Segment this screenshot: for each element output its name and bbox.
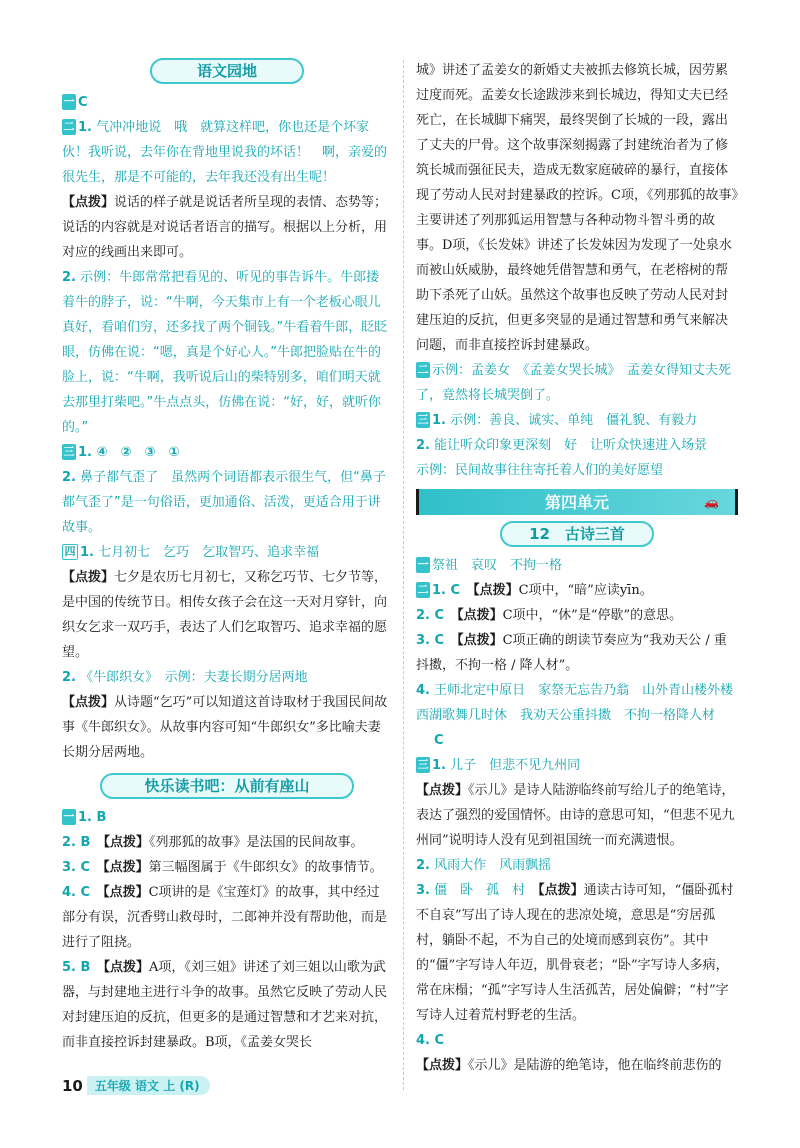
answer-r-er	[416, 358, 738, 408]
answer-r-san-2	[416, 433, 738, 458]
answer-s-2	[416, 853, 738, 878]
hint-s-1	[416, 778, 738, 853]
answer-num: 2.	[62, 670, 76, 685]
answer-num: 2. B	[62, 835, 91, 850]
answer-text: 气冲冲地说 哦 就算这样吧，你也还是个坏家伙！我听说，去年你在背地里说我的坏话！ 啊，亲爱的很先生，那是不可能的，去年我还没有出生呢！	[62, 120, 388, 185]
answer-num: 3. C	[416, 633, 445, 648]
answer-num: 2.	[62, 270, 76, 285]
answer-text: 1. ④ ② ③ ①	[78, 445, 180, 460]
answer-san-2	[62, 465, 392, 540]
answer-yi	[62, 90, 392, 115]
hint-text: C项正确的朗读节奏应为“我劝天公 / 重抖擞，不拘一格 / 降人材”。	[416, 633, 727, 673]
answer-r-san-2b	[416, 458, 738, 483]
answer-text: 4. C	[416, 1033, 445, 1048]
answer-l-yi	[416, 553, 738, 578]
answer-num: 2. C	[416, 608, 445, 623]
page-footer	[62, 1076, 210, 1095]
answer-s-1	[416, 753, 738, 778]
answer-san-1	[62, 440, 392, 465]
answer-text: 《牛郎织女》	[80, 670, 165, 685]
answer-num: 4.	[416, 683, 430, 698]
left-column	[62, 58, 392, 1055]
answer-num: 2.	[62, 470, 76, 485]
answer-num: 1.	[432, 413, 446, 428]
answer-k-5	[62, 955, 392, 1055]
answer-num: 2.	[416, 858, 430, 873]
hint-text: 《示儿》是陆游的绝笔诗，他在临终前悲伤的	[468, 1058, 722, 1073]
section-badge: 三	[417, 413, 429, 426]
answer-r-san-1	[416, 408, 738, 433]
answer-num: 1.	[432, 758, 446, 773]
right-column	[416, 58, 747, 1078]
car-icon: 🚗	[704, 494, 719, 509]
answer-text: 风雨大作 风雨飘摇	[434, 858, 552, 873]
answer-text: 祭祖 哀叹 不拘一格	[432, 558, 563, 573]
answer-s-4	[416, 1028, 738, 1053]
answer-text: 七月初七 乞巧 乞取智巧、追求幸福	[98, 545, 320, 560]
section-title-yuwen: 语文园地	[150, 58, 304, 84]
hint-text: 七夕是农历七月初七，又称乞巧节、七夕节等，是中国的传统节日。相传女孩子会在这一天对月穿针，向织女乞求一双巧手，表达了人们乞取智巧、追求幸福的愿望。	[62, 570, 388, 660]
hint-text: 说话的样子就是说话者所呈现的表情、态势等；说话的内容就是对说话者语言的描写。根据以上分析，用对应的线画出来即可。	[62, 195, 388, 260]
example-label: 示例：	[80, 270, 120, 285]
answer-k-3	[62, 855, 392, 880]
example-label: 示例：	[450, 413, 490, 428]
answer-l-3	[416, 628, 738, 678]
lesson-title: 12 古诗三首	[500, 521, 654, 547]
hint-text: C项中，“休”是“停歇”的意思。	[502, 608, 683, 623]
answer-value: C	[78, 95, 88, 110]
answer-l-1	[416, 578, 738, 603]
column-divider	[403, 60, 404, 1090]
section-badge: 一	[417, 558, 429, 571]
answer-k-4	[62, 880, 392, 955]
answer-text: 民间故事往往寄托着人们的美好愿望	[455, 463, 664, 478]
footer-label: 五年级 语文 上 (R)	[87, 1076, 210, 1095]
answer-num: 2.	[416, 438, 430, 453]
answer-k-2	[62, 830, 392, 855]
answer-text: 1. B	[78, 810, 107, 825]
example-label: 示例：	[164, 670, 204, 685]
answer-num: 5. B	[62, 960, 91, 975]
hint-er-1	[62, 190, 392, 265]
hint-text: 第三幅图属于《牛郎织女》的故事情节。	[148, 860, 383, 875]
answer-text: 僵 卧 孤 村	[434, 883, 526, 898]
hint-label: 【点拨】	[103, 860, 149, 875]
section-title-reading: 快乐读书吧：从前有座山	[100, 773, 354, 799]
answer-num: 1.	[80, 545, 94, 560]
hint-text: 《示儿》是诗人陆游临终前写给儿子的绝笔诗，表达了强烈的爱国情怀。由诗的意思可知，“但悲不见九州同”说明诗人没有见到祖国统一而充满遗恨。	[416, 783, 735, 848]
hint-text: A项，《刘三姐》讲述了刘三姐以山歌为武器，与封建地主进行斗争的故事。虽然它反映了劳动人民对封建压迫的反抗，但更多的是通过智慧和才艺来对抗，而非直接控诉封建暴政。B项，《孟姜女哭长	[62, 960, 388, 1050]
hint-label: 【点拨】	[103, 835, 149, 850]
section-badge: 二	[63, 120, 75, 133]
hint-label: 【点拨】	[473, 583, 519, 598]
answer-text: 牛郎常常把看见的、听见的事告诉牛。牛郎搂着牛的脖子，说：“牛啊，今天集市上有一个老板心眼儿真好，看咱们穷，还多找了两个铜钱。”牛看着牛郎，眨眨眼，仿佛在说：“嗯，真是个好心人。”牛郎把脸贴在牛的脸上，说：“牛啊，我听说后山的柴特别多，咱们明天就去那里打柴吧。”牛点点头，仿佛在说：“好，好，就听你的。”	[62, 270, 388, 435]
hint-text: 从诗题“乞巧”可以知道这首诗取材于我国民间故事《牛郎织女》。从故事内容可知“牛郎织女”多比喻夫妻长期分居两地。	[62, 695, 388, 760]
section-badge: 四	[62, 544, 78, 560]
answer-er-1	[62, 115, 392, 190]
answer-s-3	[416, 878, 738, 1028]
hint-label: 【点拨】	[62, 195, 115, 210]
answer-si-2	[62, 665, 392, 690]
answer-er-2	[62, 265, 392, 440]
answer-num: 1.	[78, 120, 92, 135]
hint-si-2	[62, 690, 392, 765]
answer-text: 善良、诚实、单纯 僵礼貌、有毅力	[489, 413, 698, 428]
answer-l-4c	[416, 728, 738, 753]
answer-text: C	[434, 733, 444, 748]
page-number: 10	[62, 1076, 83, 1095]
section-badge: 二	[417, 583, 429, 596]
example-label: 示例：	[416, 463, 456, 478]
answer-text: 夫妻长期分居两地	[203, 670, 308, 685]
hint-label: 【点拨】	[457, 608, 503, 623]
hint-text: C项中，“暗”应读yīn。	[518, 583, 653, 598]
hint-text: 通读古诗可知，“僵卧孤村不自哀”写出了诗人现在的悲凉处境，意思是“穷居孤村，躺卧不起，不为自己的处境而感到哀伤”。其中的“僵”字写诗人年迈，肌骨衰老；“卧”字写诗人多病，常在床榻；“孤”字写诗人生活孤苦，居处偏僻；“村”字写诗人过着荒村野老的生活。	[416, 883, 734, 1023]
hint-label: 【点拨】	[62, 570, 115, 585]
answer-text: 能让听众印象更深刻 好 让听众快速进入场景	[434, 438, 708, 453]
hint-label: 【点拨】	[62, 695, 115, 710]
example-label: 示例：	[432, 363, 472, 378]
answer-num: 3.	[416, 883, 430, 898]
section-badge: 一	[63, 810, 75, 823]
hint-label: 【点拨】	[416, 783, 469, 798]
answer-k-1	[62, 805, 392, 830]
answer-l-4	[416, 678, 747, 728]
answer-num: 3. C	[62, 860, 91, 875]
hint-label: 【点拨】	[103, 960, 149, 975]
section-badge: 二	[417, 363, 429, 376]
answer-text: 王师北定中原日 家祭无忘告乃翁 山外青山楼外楼 西湖歌舞几时休 我劝天公重抖擞 不拘一格降人材	[416, 683, 747, 723]
hint-s-5	[416, 1053, 738, 1078]
section-badge: 三	[417, 758, 429, 771]
hint-label: 【点拨】	[416, 1058, 469, 1073]
answer-text: 儿子 但悲不见九州同	[450, 758, 581, 773]
section-badge: 一	[63, 95, 75, 108]
hint-si-1	[62, 565, 392, 665]
answer-si-1	[62, 540, 392, 565]
answer-l-2	[416, 603, 738, 628]
answer-num: 1. C	[432, 583, 461, 598]
unit-title: 第四单元	[544, 492, 609, 512]
answer-num: 4. C	[62, 885, 91, 900]
section-badge: 三	[63, 445, 75, 458]
hint-text: C项讲的是《宝莲灯》的故事，其中经过部分有误，沉香劈山救母时，二郎神并没有帮助他，而是进行了阻挠。	[62, 885, 388, 950]
continued-text: 城》讲述了孟姜女的新婚丈夫被抓去修筑长城，因劳累过度而死。孟姜女长途跋涉来到长城边，得知丈夫已经死亡，在长城脚下痛哭，最终哭倒了长城的一段，露出了丈夫的尸骨。这个故事深刻揭露了封建统治者为了修筑长城而强征民夫，造成无数家庭破碎的暴行，直接体现了劳动人民对封建暴政的控诉。C项，《列那狐的故事》主要讲述了列那狐运用智慧与各种动物斗智斗勇的故事。D项，《长发妹》讲述了长发妹因为发现了一处泉水而被山妖威胁，最终她凭借智慧和勇气，在老榕树的帮助下杀死了山妖。虽然这个故事也反映了劳动人民对封建压迫的反抗，但更多突显的是通过智慧和勇气来解决问题，而非直接控诉封建暴政。	[416, 63, 738, 353]
hint-text: 《列那狐的故事》是法国的民间故事。	[148, 835, 364, 850]
unit-title-bar	[416, 489, 738, 515]
hint-label: 【点拨】	[457, 633, 503, 648]
hint-label: 【点拨】	[103, 885, 149, 900]
answer-text: 鼻子都气歪了 虽然两个词语都表示很生气，但“鼻子都气歪了”是一句俗语，更加通俗、活泼，更适合用于讲故事。	[62, 470, 386, 535]
answer-text: 孟姜女 《孟姜女哭长城》 孟姜女得知丈夫死了，竟然将长城哭倒了。	[416, 363, 732, 403]
hint-label: 【点拨】	[538, 883, 584, 898]
